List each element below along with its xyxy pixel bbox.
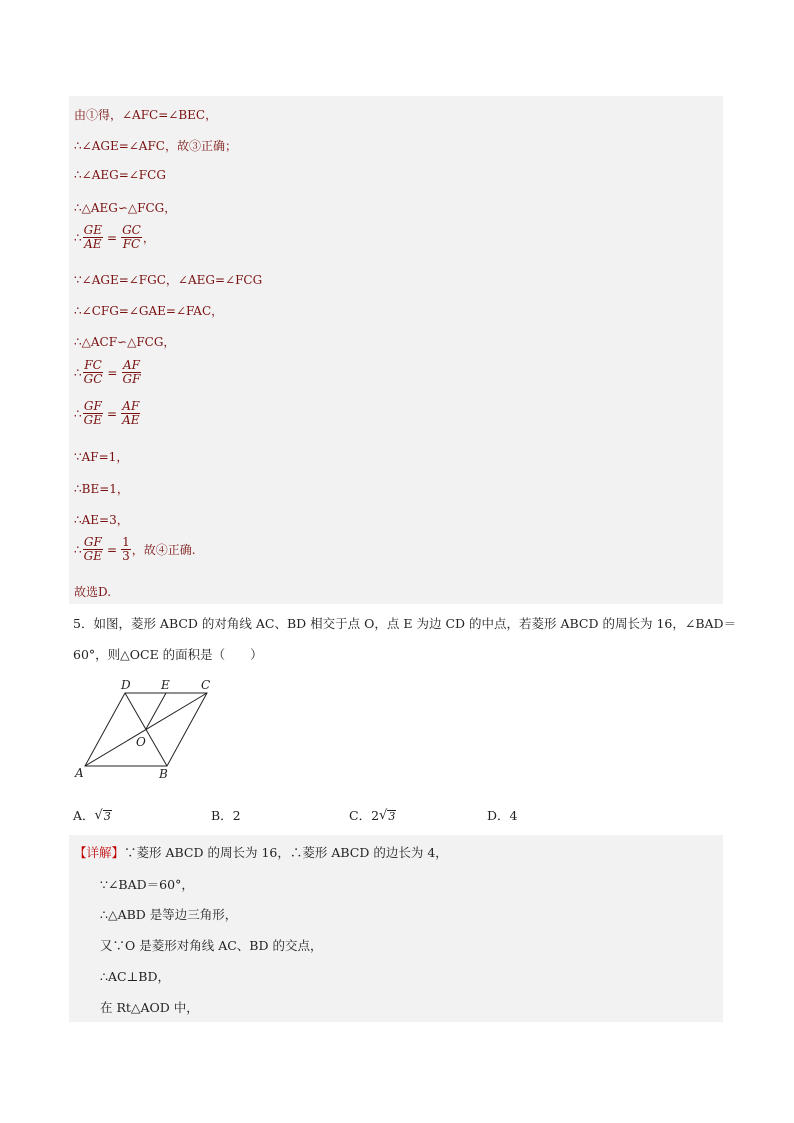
fraction: $\frac{FC}{GC}$ [83, 358, 103, 386]
option-c[interactable]: C．2 √ 3 [349, 807, 396, 823]
solution-line-7: ∴∠CFG=∠GAE=∠FAC， [74, 304, 224, 318]
option-a[interactable]: A． √ 3 [73, 807, 111, 823]
label-o: O [136, 735, 146, 749]
solution-line-4: ∴△AEG∽△FCG， [74, 201, 177, 215]
label-e: E [161, 678, 170, 692]
solution-line-12: ∴BE=1， [74, 482, 129, 496]
fraction: $\frac{GF}{GE}$ [83, 399, 102, 427]
label-d: D [121, 678, 131, 692]
solution-line-5: ∴ $\frac{GE}{AE}$ = $\frac{GC}{FC}$ ， [74, 223, 155, 251]
fraction: $\frac{GF}{GE}$ [83, 535, 102, 563]
detail-line-5: ∴AC⊥BD， [100, 969, 171, 984]
detail-line-1: 【详解】∵菱形 ABCD 的周长为 16，∴菱形 ABCD 的边长为 4， [74, 845, 448, 860]
detail-line-3: ∴△ABD 是等边三角形， [100, 907, 238, 922]
detail-line-4: 又∵O 是菱形对角线 AC、BD 的交点， [100, 938, 323, 953]
solution-line-2: ∴∠AGE=∠AFC，故③正确； [74, 139, 237, 153]
rhombus-figure [70, 675, 220, 785]
solution-line-9: ∴ $\frac{FC}{GC}$ = $\frac{AF}{GF}$ [74, 358, 141, 386]
solution-line-3: ∴∠AEG=∠FCG [74, 168, 166, 182]
detail-line-2: ∵∠BAD＝60°， [100, 877, 194, 892]
fraction: $\frac{GC}{FC}$ [122, 223, 141, 251]
detail-tag: 【详解】 [74, 845, 125, 860]
label-b: B [159, 767, 168, 781]
sqrt-symbol: √ 3 [379, 807, 396, 823]
solution-line-1: 由①得，∠AFC=∠BEC， [74, 108, 218, 122]
solution-line-13: ∴AE=3， [74, 513, 129, 527]
option-d[interactable]: D．4 [487, 808, 518, 823]
label-a: A [75, 766, 84, 780]
detail-line-6: 在 Rt△AOD 中， [100, 1000, 199, 1015]
fraction: $\frac{AF}{AE}$ [122, 399, 140, 427]
solution-line-15: 故选D. [74, 585, 112, 599]
therefore-symbol: ∴ [74, 230, 82, 245]
solution-line-14: ∴ $\frac{GF}{GE}$ = $\frac{1}{3}$ ，故④正确. [74, 535, 196, 563]
label-c: C [201, 678, 211, 692]
detail-block [69, 835, 723, 1022]
sqrt-symbol: √ 3 [94, 807, 111, 823]
solution-line-6: ∵∠AGE=∠FGC，∠AEG=∠FCG [74, 273, 263, 287]
fraction: $\frac{1}{3}$ [122, 535, 130, 563]
fraction: $\frac{GE}{AE}$ [83, 223, 102, 251]
solution-line-10: ∴ $\frac{GF}{GE}$ = $\frac{AF}{AE}$ [74, 399, 140, 427]
solution-line-8: ∴△ACF∽△FCG， [74, 335, 176, 349]
solution-line-11: ∵AF=1， [74, 450, 129, 464]
question-line-2: 60°，则△OCE 的面积是（ ） [73, 647, 263, 662]
solution-block [69, 96, 723, 604]
question-line-1: 5．如图，菱形 ABCD 的对角线 AC、BD 相交于点 O，点 E 为边 CD 的中点，若菱形 ABCD 的周长为 16，∠BAD＝ [73, 616, 737, 631]
option-b[interactable]: B．2 [211, 808, 241, 823]
fraction: $\frac{AF}{GF}$ [122, 358, 141, 386]
